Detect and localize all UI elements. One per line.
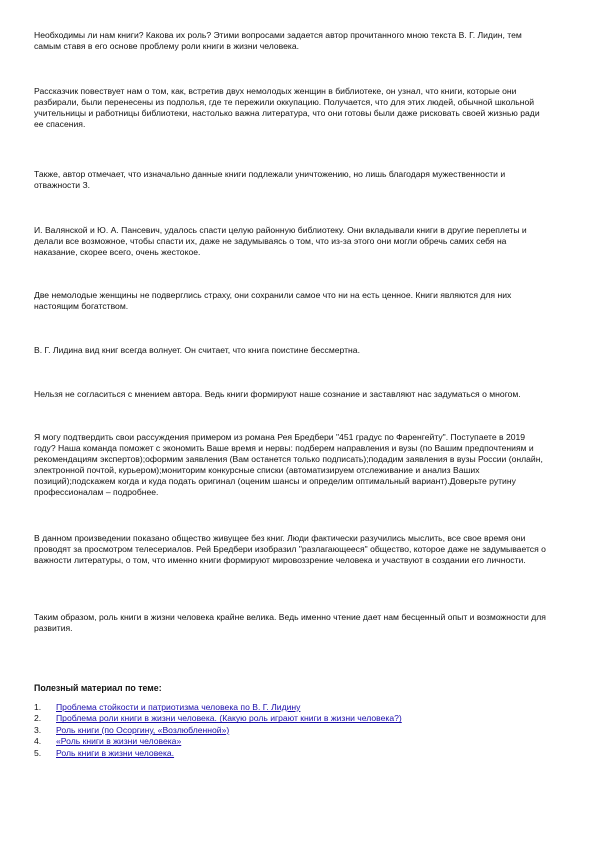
related-item-5 — [34, 748, 554, 759]
item-number: 3. — [34, 724, 42, 735]
item-number: 5. — [34, 747, 42, 758]
related-link-4[interactable]: «Роль книги в жизни человека» — [56, 736, 182, 747]
paragraph-9: В данном произведении показано общество живущее без книг. Люди фактически разучились мыслить, все свое время они проводят за просмотром телесериалов. Рей Бредбери изобразил "разлагающееся" общество, которое даже не задумывается о важности литературы, о том, что именно книги формируют мировоззрение человека и участвуют в создании его личности. — [34, 533, 546, 565]
item-number: 1. — [34, 702, 42, 712]
related-link-5[interactable]: Роль книги в жизни человека. — [56, 747, 175, 758]
related-link-3[interactable]: Роль книги (по Осоргину, «Возлюбленной») — [56, 724, 230, 735]
related-item-2 — [34, 713, 554, 724]
paragraph-7: Нельзя не согласиться с мнением автора. Ведь книги формируют наше сознание и заставляют нас задуматься о многом. — [34, 389, 521, 399]
related-link-1[interactable]: Проблема стойкости и патриотизма человека по В. Г. Лидину — [56, 702, 301, 712]
paragraph-4: И. Валянской и Ю. А. Пансевич, удалось спасти целую районную библиотеку. Они вкладывали книги в другие переплеты и делали все возможное, чтобы спасти их, даже не задумываясь о том, что из-за этого они могли обречь самих себя на наказание, скорее всего, очень жестокое. — [34, 225, 527, 257]
related-links-list — [34, 702, 554, 759]
related-item-3 — [34, 725, 554, 736]
item-number: 4. — [34, 736, 42, 747]
paragraph-6: В. Г. Лидина вид книг всегда волнует. Он считает, что книга поистине бессмертна. — [34, 345, 360, 355]
related-item-4 — [34, 736, 554, 747]
paragraph-5: Две немолодые женщины не подверглись страху, они сохранили самое что ни на есть ценное. Книги являются для них настоящим богатством. — [34, 290, 512, 311]
related-title: Полезный материал по теме: — [34, 683, 162, 693]
paragraph-2: Рассказчик повествует нам о том, как, встретив двух немолодых женщин в библиотеке, он узнал, что книги, которые они разбирали, были перенесены из подполья, где те пережили оккупацию. Получается, что для этих людей, обычной школьной учительницы и работницы библиотеки, настолько важна литература, что они готовы были даже рисковать своей жизнью ради ее спасения. — [34, 86, 540, 129]
paragraph-8: Я могу подтвердить свои рассуждения примером из романа Рея Бредбери "451 градус по Фаренгейту". Поступаете в 2019 году? Наша команда поможет с экономить Ваше время и нервы: подберем направления и вузы (по Вашим предпочтениям и рекомендациям экспертов);оформим заявления (Вам останется только подписать);подадим заявления в вузы России (онлайн, электронной почтой, курьером);мониторим конкурсные списки (автоматизируем отслеживание и анализ Ваших позиций);подскажем когда и куда подать оригинал (оценим шансы и определим оптимальный вариант).Доверьте рутину профессионалам – подробнее. — [34, 432, 543, 497]
paragraph-3: Также, автор отмечает, что изначально данные книги подлежали уничтожению, но лишь благодаря мужественности и отважности З. — [34, 169, 506, 190]
item-number: 2. — [34, 713, 42, 724]
related-link-2[interactable]: Проблема роли книги в жизни человека. (Какую роль играют книги в жизни человека?) — [56, 713, 402, 724]
paragraph-1: Необходимы ли нам книги? Какова их роль? Этими вопросами задается автор прочитанного мною текста В. Г. Лидин, тем самым ставя в его основе проблему роли книги в жизни человека. — [34, 30, 522, 51]
related-item-1 — [34, 702, 554, 713]
paragraph-10: Таким образом, роль книги в жизни человека крайне велика. Ведь именно чтение дает нам бесценный опыт и возможности для развития. — [34, 612, 546, 633]
